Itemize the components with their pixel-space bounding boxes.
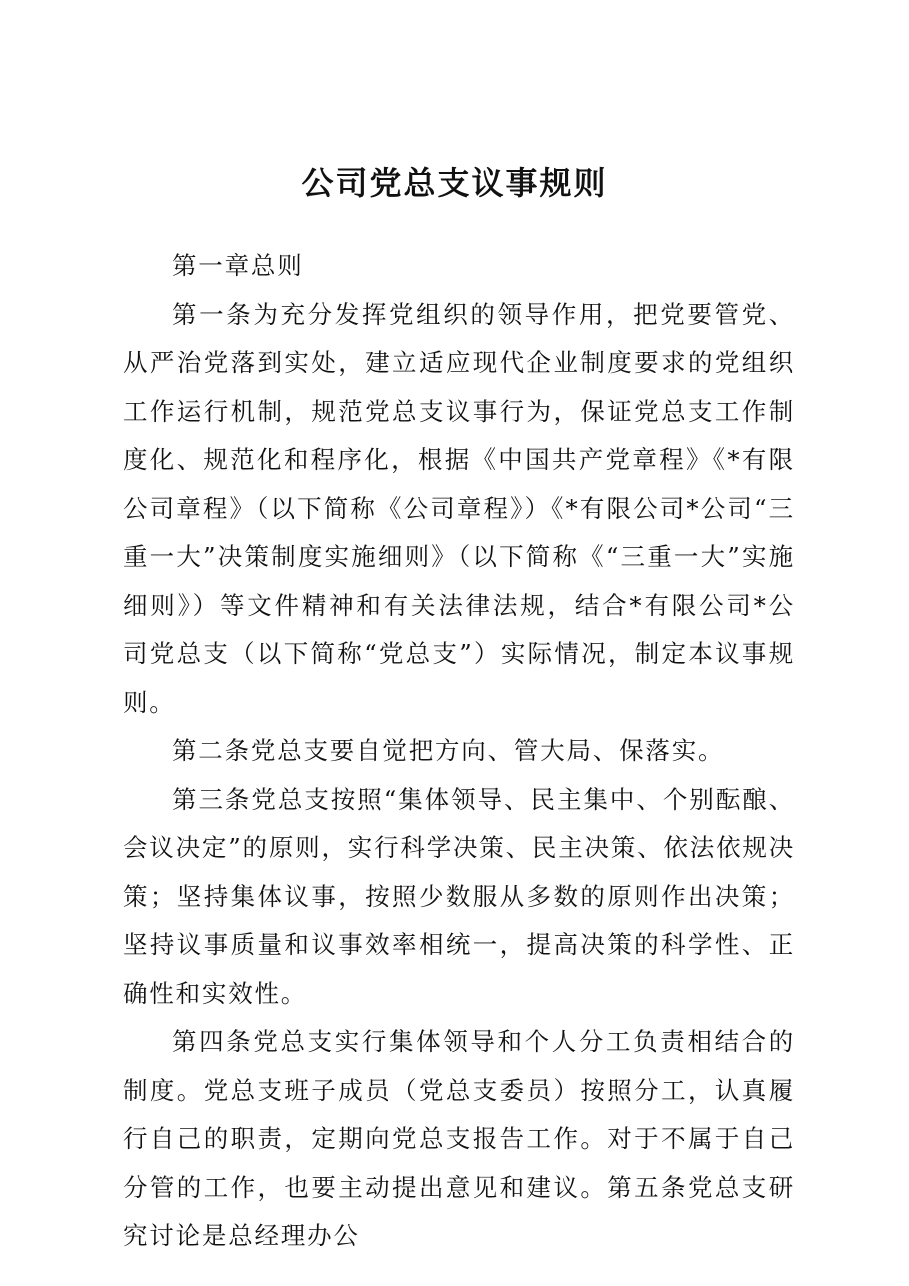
article-1-paragraph: 第一条为充分发挥党组织的领导作用，把党要管党、从严治党落到实处，建立适应现代企业制度要求的党组织工作运行机制，规范党总支议事行为，保证党总支工作制度化、规范化和程序化，根据《中国共产党章程》《*有限公司章程》（以下简称《公司章程》）《*有限公司*公司“三重一大”决策制度实施细则》（以下简称《“三重一大”实施细则》）等文件精神和有关法律法规，结合*有限公司*公司党总支（以下简称“党总支”）实际情况，制定本议事规则。	[123, 299, 795, 717]
article-4-paragraph: 第四条党总支实行集体领导和个人分工负责相结合的制度。党总支班子成员（党总支委员）按照分工，认真履行自己的职责，定期向党总支报告工作。对于不属于自己分管的工作，也要主动提出意见和建议。第五条党总支研究讨论是总经理办公	[123, 1027, 795, 1250]
document-body	[123, 242, 795, 1261]
article-2-paragraph: 第二条党总支要自觉把方向、管大局、保落实。	[172, 736, 725, 765]
chapter-heading: 第一章总则	[172, 251, 304, 280]
document-title: 公司党总支议事规则	[301, 164, 608, 202]
article-3-paragraph: 第三条党总支按照“集体领导、民主集中、个别酝酿、会议决定”的原则，实行科学决策、民主决策、依法依规决策；坚持集体议事，按照少数服从多数的原则作出决策；坚持议事质量和议事效率相统一，提高决策的科学性、正确性和实效性。	[123, 784, 795, 1008]
